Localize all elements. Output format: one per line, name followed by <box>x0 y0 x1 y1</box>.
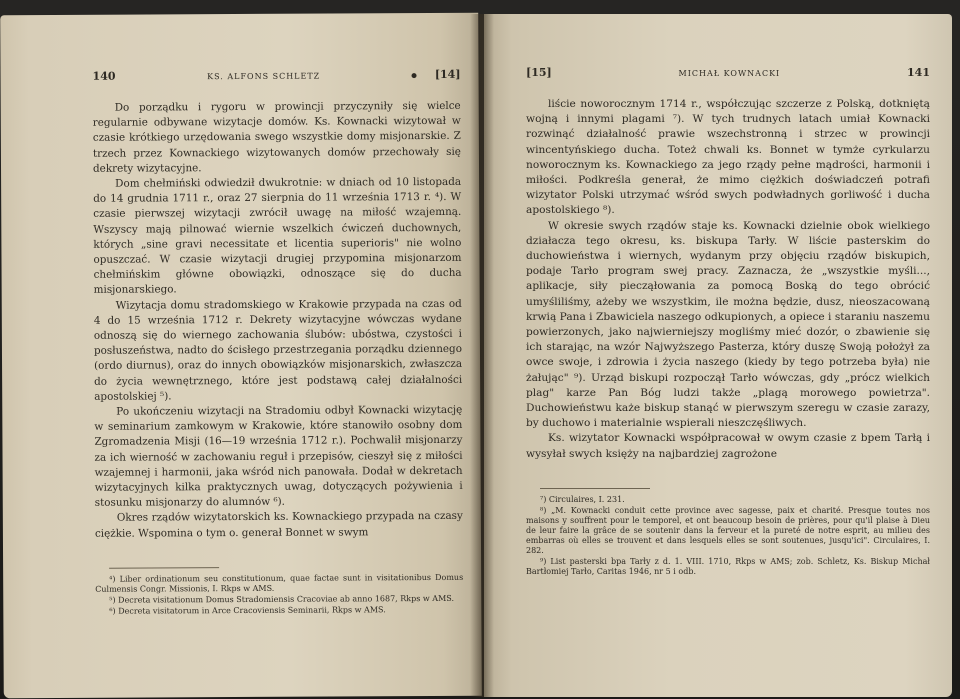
book-gutter-shadow <box>470 14 494 697</box>
left-footnote: ⁶) Decreta visitatorum in Arce Cracoviensis Seminarii, Rkps w AMS. <box>109 605 386 616</box>
right-page-number: 141 <box>907 66 930 79</box>
left-paragraph: Wizytacja domu stradomskiego w Krakowie przypada na czas od 4 do 15 września 1712 r. Dekrety wizytacyjne wówczas wydane odnoszą się do wiernego zachowania ślubów: ubóstwa, czystości i posłuszeństwa, nadto do ścisłego przestrzegania porządku dziennego (ordo diurnus), oraz do innych obowiązków misjonarskich, zwłaszcza do życia wewnętrznego, które jest podstawą całej działalności apostolskiej ⁵). <box>93 297 463 403</box>
left-paragraph: Po ukończeniu wizytacji na Stradomiu odbył Kownacki wizytację w seminarium zamkowym w Krakowie, które stanowiło osobny dom Zgromadzenia Misji (16—19 września 1712 r.). Pochwalił misjonarzy za ich wierność w zachowaniu reguł i przepisów, cieszył się z miłości wzajemnej i harmonii, jaka wśród nich panowała. Dodał w dekretach wizytacyjnych kilka praktycznych uwag, dotyczących pożywienia i stosunku misjonarzy do alumnów ⁶). <box>94 403 463 510</box>
left-section-marker-wrap <box>412 68 461 81</box>
footnote-rule <box>109 567 219 569</box>
footnote-rule <box>540 488 650 489</box>
left-paragraph: Okres rządów wizytatorskich ks. Kownackiego przypada na czasy ciężkie. Wspomina o tym o. generał Bonnet w swym <box>94 510 463 540</box>
right-footnote: ⁷) Circulaires, I. 231. <box>540 494 625 504</box>
left-paragraph: Dom chełmiński odwiedził dwukrotnie: w dniach od 10 listopada do 14 grudnia 1711 r., oraz 27 sierpnia do 11 września 1713 r. ⁴). W czasie pierwszej wizytacji zwrócił uwagę na miłość wzajemną. Wszyscy mają pilnować wiernie wszelkich ćwiczeń duchownych, których „sine gravi necessitate et licentia superioris" nie wolno opuszczać. W czasie wizytacji drugiej przypomina misjonarzom chełmińskim główne obowiązki, odnoszące się do ducha misjonarskiego. <box>93 175 462 297</box>
right-paragraph: Ks. wizytator Kownacki współpracował w owym czasie z bpem Tarłą i wysyłał swych księży na najbardziej zagrożone <box>526 432 930 460</box>
left-section-marker: [14] <box>434 67 461 81</box>
right-footnote: ⁹) List pasterski bpa Tarły z d. 1. VIII. 1710, Rkps w AMS; zob. Schletz, Ks. Biskup Michał Bartłomiej Tarło, Caritas 1946, nr 5 i odb. <box>526 556 930 576</box>
left-paragraph: Do porządku i rygoru w prowincji przyczyniły się wielce regularnie odbywane wizytacje domów. Ks. Kownacki wizytował w czasie krótkiego urzędowania swego wszystkie domy misjonarskie. Z trzech przez Kownackiego wizytowanych domów przechowały się dekrety wizytacyjne. <box>92 99 461 175</box>
right-running-head: MICHAŁ KOWNACKI <box>678 69 781 78</box>
left-page <box>0 13 482 698</box>
right-page-header <box>526 66 930 79</box>
left-footnote: ⁵) Decreta visitationum Domus Stradomiensis Cracoviae ab anno 1687, Rkps w AMS. <box>109 593 455 605</box>
right-paragraph: W okresie swych rządów staje ks. Kownacki dzielnie obok wielkiego działacza tego okresu, ks. biskupa Tarły. W liście pasterskim do duchowieństwa i wiernych, wydanym przy objęciu rządów biskupich, podaje Tarło program swej pracy. Zaznacza, że „wszystkie myśli..., aplikacje, siły piecząłowania za pomocą Boską do tego obrócić umyśliliśmy, ażeby we wszystkim, ile można będzie, dusz, nieoszacowaną krwią Pana i Zbawiciela naszego odkupionych, a opiece i staraniu naszemu powierzonych, jako najwierniejszy mogliśmy mieć dozór, o zbawienie się ich starając, na wzór Najwyższego Pasterza, który duszę Swoją położył za owce swoje, i zdrowia i życia naszego (kiedy by tego potrzeba była) nie żałując" ⁹). Urząd biskupi rozpoczął Tarło wówczas, gdy „prócz wielkich plag" karze Pan Bóg ludzi także „plagą morowego powietrza". Duchowieństwu każe biskup stanąć w pierwszym szeregu w czasie zarazy, by duchowo i materialnie wspierali nieszczęśliwych. <box>526 219 930 430</box>
left-body-text <box>93 99 463 542</box>
left-running-head: KS. ALFONS SCHLETZ <box>207 71 321 82</box>
bullet-dot-icon <box>412 73 417 78</box>
left-footnotes <box>95 566 463 617</box>
left-footnote: ⁴) Liber ordinationum seu constitutionum, quae factae sunt in visitationibus Domus Culmensis Congr. Missionis, I. Rkps w AMS. <box>95 572 464 594</box>
right-footnote: ⁸) „M. Kownacki conduit cette province avec sagesse, paix et charité. Presque toutes nos maisons y souffrent pour le temporel, et ont beaucoup besoin de prières, pour qu'il plaise à Dieu de leur faire la grâce de se soutenir dans la ferveur et la pureté de notre esprit, au milieu des embarras où elles se trouvent et dans lesquels elles se sont soutenues, jusqu'ici". Circulaires, I. 282. <box>526 505 930 555</box>
right-page <box>484 14 952 697</box>
left-page-header <box>93 68 461 83</box>
right-paragraph: liście noworocznym 1714 r., współczując szczerze z Polską, dotkniętą wojną i innymi plagami ⁷). W tych trudnych latach umiał Kownacki rozwinąć działalność prawie wszechstronną i strzec w prowincji wincentyńskiego ducha. Toteż chwali ks. Bonnet w tymże cyrkularzu noworocznym ks. Kownackiego za jego rządy pełne mądrości, harmonii i miłości. Podkreśla generał, że mimo ciężkich doświadczeń potrafi wizytator Polski utrzymać wśród swych podwładnych gorliwość i ducha apostolskiego ⁸). <box>526 98 930 217</box>
left-page-number: 140 <box>92 69 116 83</box>
right-section-marker: [15] <box>526 66 552 79</box>
right-footnotes <box>526 488 930 577</box>
right-body-text <box>526 97 930 462</box>
